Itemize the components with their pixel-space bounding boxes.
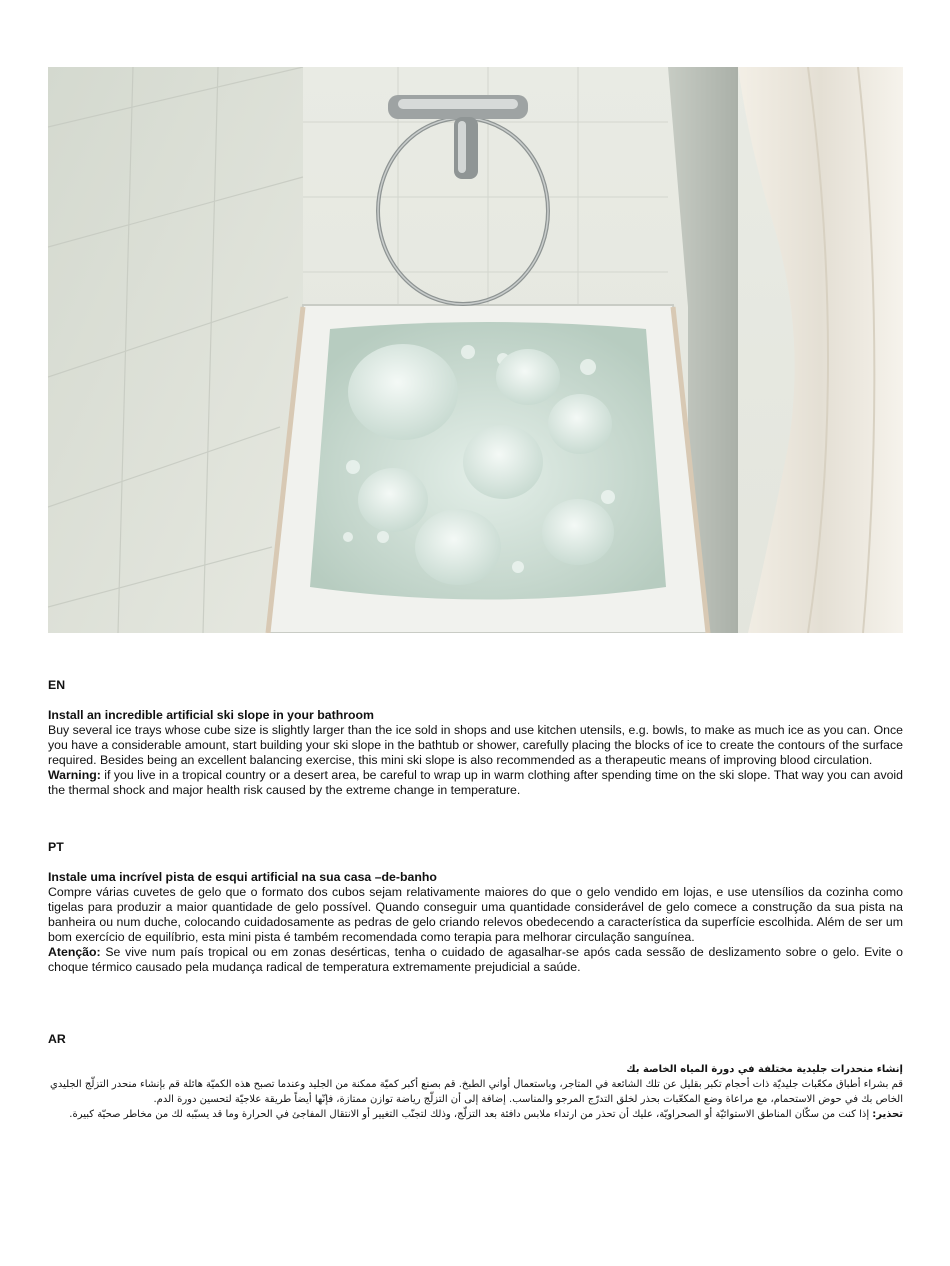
body-pt: Compre várias cuvetes de gelo que o formato dos cubos sejam relativamente maiores do que o gelo vendido em lojas, e use utensílios da cozinha como tigelas para produzir a maior quantidade de gelo possível. Quando conseguir uma quantidade considerável de gelo comece a construção da sua pista na banheira ou num duche, colocando cuidadosamente as pedras de gelo criando relevos obedecendo a característica da superfície escolhida. Além de ser um bom exercício de equilíbrio, esta mini pista é também recomendada como terapia para melhorar circulação sanguínea. [48,885,903,944]
heading-en: Install an incredible artificial ski slope in your bathroom [48,708,374,722]
section-pt [48,840,903,975]
body-ar: قم بشراء أطباق مكعّبات جليديّة ذات أحجام تكبر بقليل عن تلك الشائعة في المتاجر، وباستعمال أواني الطبخ. قم بصنع أكبر كميّة ممكنة من الجليد وعندما تصبح هذه الكميّة هائلة قم بإنشاء منحدر التزلّج الجليدي الخاص بك في حوض الاستحمام، مع مراعاة وضع المكعّبات بحذر لخلق التدرّج المرجو والمناسب. إضافة إلى أن التزلّج رياضة توازن ممتازة، فإنّها أيضاً طريقة علاجيّة لتحسين دورة الدم. [50,1079,903,1105]
heading-ar: إنشاء منحدرات جليدية مختلفة في دورة المياه الخاصة بك [626,1064,903,1075]
warning-label-pt: Atenção: [48,945,101,959]
warning-text-ar: إذا كنت من سكّان المناطق الاستوائيّة أو الصحراويّة، عليك أن تحذر من ارتداء ملابس دافئة بعد التزلّج، وذلك لتجنّب التغيير أو الانتقال المفاجئ في الحرارة وما قد يسبّبه لك من مخاطر صحيّة كبيرة. [69,1109,873,1120]
warning-label-en: Warning: [48,768,101,782]
section-ar [48,1032,903,1122]
warning-en [48,768,903,798]
warning-label-ar: تحذير: [872,1109,903,1120]
warning-text-pt: Se vive num país tropical ou em zonas desérticas, tenha o cuidado de agasalhar-se após cada sessão de deslizamento sobre o gelo. Evite o choque térmico causado pela mudança radical de temperatura extremamente prejudicial a saúde. [48,945,903,974]
lang-label-pt: PT [48,840,64,854]
heading-pt: Instale uma incrível pista de esqui artificial na sua casa –de-banho [48,870,437,884]
bathroom-photo [48,67,903,633]
warning-pt [48,945,903,975]
lang-label-en: EN [48,678,66,692]
photo-illustration [48,67,903,633]
section-en [48,678,903,798]
warning-ar [48,1107,903,1122]
body-en: Buy several ice trays whose cube size is slightly larger than the ice sold in shops and use kitchen utensils, e.g. bowls, to make as much ice as you can. Once you have a considerable amount, start building your ski slope in the bathtub or shower, carefully placing the blocks of ice to create the contours of the surface required. Besides being an excellent balancing exercise, this mini ski slope is also recommended as a therapeutic means of improving blood circulation. [48,723,903,767]
warning-text-en: if you live in a tropical country or a desert area, be careful to wrap up in warm clothing after spending time on the ski slope. That way you can avoid the thermal shock and major health risk caused by the extreme change in temperature. [48,768,903,797]
arabic-text-block [48,1062,903,1122]
lang-label-ar: AR [48,1032,66,1046]
